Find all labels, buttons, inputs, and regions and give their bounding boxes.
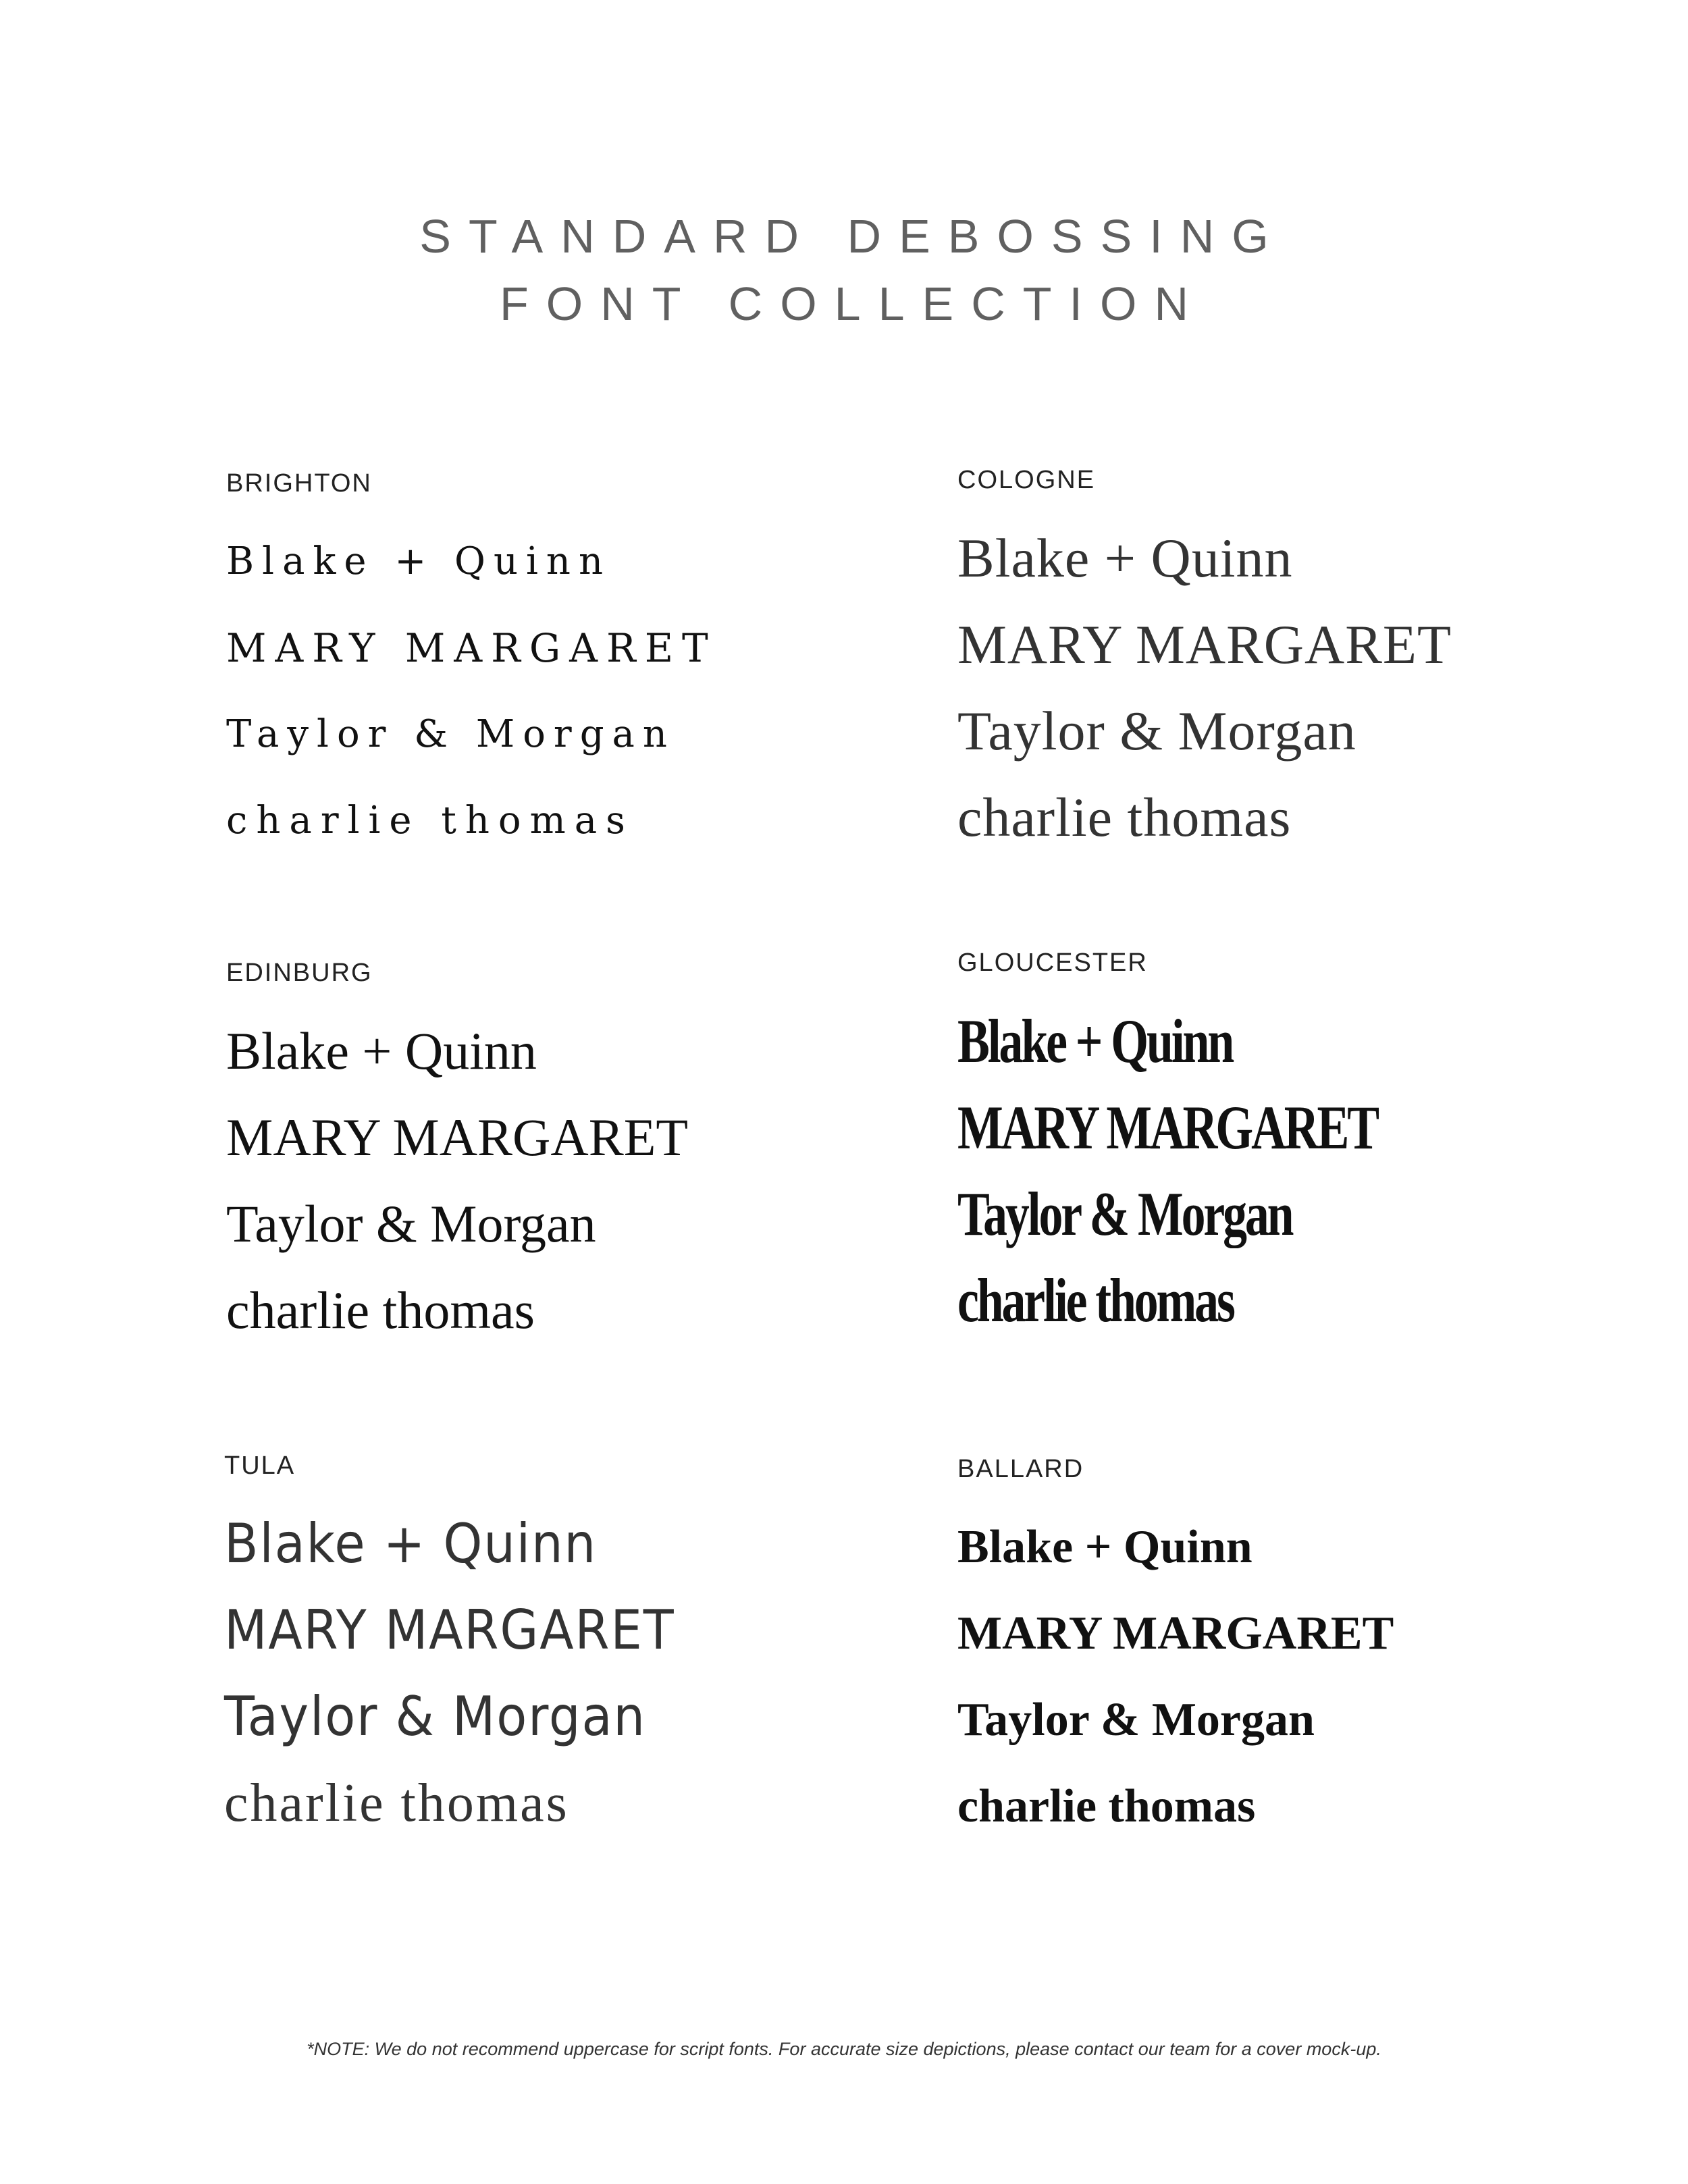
font-section-edinburg: [226, 959, 688, 1354]
sample-blake-quinn: Blake + Quinn: [957, 1521, 1252, 1573]
sample-blake-quinn: Blake + Quinn: [226, 1021, 537, 1080]
font-section-cologne: [957, 466, 1452, 861]
font-section-tula: [224, 1451, 714, 1846]
sample-mary-margaret: MARY MARGARET: [226, 1108, 689, 1167]
sample-charlie-thomas: charlie thomas: [957, 1266, 1234, 1335]
sample-charlie-thomas: charlie thomas: [226, 799, 634, 843]
sample-charlie-thomas: charlie thomas: [957, 787, 1292, 848]
sample-mary-margaret: MARY MARGARET: [957, 614, 1452, 675]
font-name-label: BRIGHTON: [226, 469, 372, 498]
font-name-label: BALLARD: [957, 1455, 1084, 1483]
font-name-label: GLOUCESTER: [957, 949, 1148, 977]
sample-mary-margaret: MARY MARGARET: [957, 1093, 1377, 1162]
font-section-brighton: [226, 469, 717, 864]
sample-blake-quinn: Blake + Quinn: [224, 1512, 598, 1575]
sample-blake-quinn: Blake + Quinn: [226, 539, 612, 583]
sample-taylor-morgan: Taylor & Morgan: [224, 1685, 646, 1748]
sample-taylor-morgan: Taylor & Morgan: [957, 1694, 1315, 1746]
font-section-gloucester: [957, 949, 1496, 1343]
sample-charlie-thomas: charlie thomas: [224, 1774, 569, 1833]
sample-taylor-morgan: Taylor & Morgan: [957, 700, 1356, 762]
sample-taylor-morgan: Taylor & Morgan: [226, 1194, 596, 1253]
sample-charlie-thomas: charlie thomas: [957, 1780, 1256, 1832]
font-name-label: COLOGNE: [957, 466, 1096, 494]
title-line-1: STANDARD DEBOSSING: [419, 210, 1286, 263]
page-title: [0, 203, 1688, 338]
sample-taylor-morgan: Taylor & Morgan: [226, 712, 675, 756]
footer-note: *NOTE: We do not recommend uppercase for script fonts. For accurate size depictions, please contact our team for a cover mock-up.: [307, 2039, 1381, 2059]
sample-blake-quinn: Blake + Quinn: [957, 1007, 1233, 1075]
title-line-2: FONT COLLECTION: [499, 277, 1206, 330]
sample-charlie-thomas: charlie thomas: [226, 1281, 535, 1339]
sample-mary-margaret: MARY MARGARET: [957, 1607, 1394, 1659]
font-section-ballard: [957, 1455, 1394, 1850]
sample-mary-margaret: MARY MARGARET: [224, 1599, 675, 1661]
sample-blake-quinn: Blake + Quinn: [957, 527, 1293, 589]
sample-taylor-morgan: Taylor & Morgan: [957, 1179, 1292, 1248]
sample-mary-margaret: MARY MARGARET: [226, 625, 717, 671]
font-name-label: TULA: [224, 1451, 296, 1480]
font-name-label: EDINBURG: [226, 959, 373, 987]
